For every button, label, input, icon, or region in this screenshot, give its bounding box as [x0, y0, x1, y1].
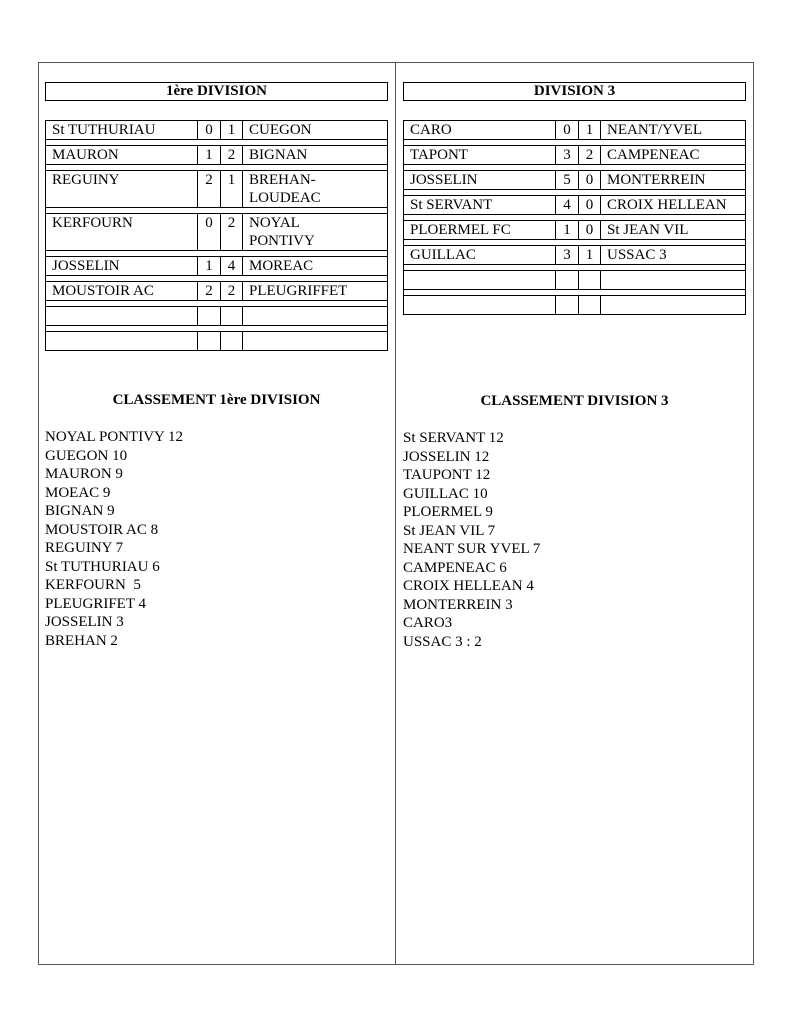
ranking-item: GUILLAC 10: [403, 485, 488, 502]
away-score: [221, 307, 243, 326]
match-row: [46, 171, 388, 208]
home-score: 1: [198, 146, 221, 165]
away-score: 4: [221, 257, 243, 276]
results-table: [403, 120, 746, 315]
home-team: JOSSELIN: [46, 257, 198, 276]
away-team: CAMPENEAC: [601, 146, 746, 165]
home-score: [556, 271, 579, 290]
ranking-item: NOYAL PONTIVY 12: [45, 429, 184, 445]
home-team: JOSSELIN: [404, 171, 556, 190]
away-team: BIGNAN: [243, 146, 388, 165]
away-team: [601, 296, 746, 315]
home-team: KERFOURN: [46, 214, 198, 251]
home-team: PLOERMEL FC: [404, 221, 556, 240]
away-team: [601, 271, 746, 290]
away-team: CUEGON: [243, 121, 388, 140]
home-score: 4: [556, 196, 579, 215]
away-score: 2: [221, 146, 243, 165]
home-team: TAPONT: [404, 146, 556, 165]
results-table: [45, 120, 388, 351]
ranking-item: BREHAN 2: [45, 632, 118, 649]
ranking-item: CROIX HELLEAN 4: [403, 578, 534, 594]
away-team: NOYAL PONTIVY: [243, 214, 388, 251]
home-score: [198, 307, 221, 326]
home-score: 5: [556, 171, 579, 190]
home-score: [556, 296, 579, 315]
away-team: BREHAN- LOUDEAC: [243, 171, 388, 208]
match-row: [404, 296, 746, 315]
away-team: USSAC 3: [601, 246, 746, 265]
match-row: [46, 214, 388, 251]
division-title: DIVISION 3: [403, 82, 746, 101]
away-score: 0: [579, 196, 601, 215]
ranking-item: MAURON 9: [45, 466, 123, 482]
away-team: MONTERREIN: [601, 171, 746, 190]
ranking-item: REGUINY 7: [45, 540, 124, 556]
home-score: 0: [198, 214, 221, 251]
ranking-title: CLASSEMENT 1ère DIVISION: [112, 392, 321, 408]
away-team: St JEAN VIL: [601, 221, 746, 240]
home-score: 1: [556, 221, 579, 240]
away-team: [243, 307, 388, 326]
away-team: PLEUGRIFFET: [243, 282, 388, 301]
home-score: 0: [556, 121, 579, 140]
away-score: 2: [221, 282, 243, 301]
match-row: [404, 246, 746, 265]
match-row: [404, 196, 746, 215]
ranking-item: MONTERREIN 3: [403, 596, 513, 613]
ranking-item: CAMPENEAC 6: [403, 559, 507, 576]
match-row: [46, 257, 388, 276]
home-score: 3: [556, 246, 579, 265]
match-row: [46, 307, 388, 326]
away-score: 1: [579, 246, 601, 265]
home-team: St TUTHURIAU: [46, 121, 198, 140]
ranking-item: MOUSTOIR AC 8: [45, 521, 159, 538]
home-score: 2: [198, 282, 221, 301]
home-team: GUILLAC: [404, 246, 556, 265]
match-row: [46, 282, 388, 301]
away-team: MOREAC: [243, 257, 388, 276]
away-score: 0: [579, 171, 601, 190]
match-row: [404, 271, 746, 290]
match-row: [46, 332, 388, 351]
ranking-item: JOSSELIN 12: [403, 448, 490, 465]
away-score: 2: [221, 214, 243, 251]
match-row: [404, 221, 746, 240]
match-row: [404, 146, 746, 165]
home-team: [46, 332, 198, 351]
away-score: [579, 271, 601, 290]
away-score: [579, 296, 601, 315]
ranking-item: PLEUGRIFET 4: [45, 595, 146, 612]
home-team: REGUINY: [46, 171, 198, 208]
ranking-item: GUEGON 10: [45, 447, 128, 464]
home-score: 1: [198, 257, 221, 276]
ranking-item: USSAC 3 : 2: [403, 633, 482, 650]
away-score: 0: [579, 221, 601, 240]
home-score: 0: [198, 121, 221, 140]
ranking-item: NEANT SUR YVEL 7: [403, 541, 541, 557]
ranking-item: St JEAN VIL 7: [403, 522, 496, 539]
home-team: [404, 271, 556, 290]
away-score: 2: [579, 146, 601, 165]
away-score: 1: [221, 121, 243, 140]
division-title: 1ère DIVISION: [45, 82, 388, 101]
home-score: 2: [198, 171, 221, 208]
home-team: [404, 296, 556, 315]
home-team: St SERVANT: [404, 196, 556, 215]
match-row: [404, 121, 746, 140]
away-team: NEANT/YVEL: [601, 121, 746, 140]
home-team: MOUSTOIR AC: [46, 282, 198, 301]
match-row: [46, 121, 388, 140]
away-score: 1: [221, 171, 243, 208]
column-divider: [395, 62, 396, 965]
home-team: CARO: [404, 121, 556, 140]
ranking-item: BIGNAN 9: [45, 503, 115, 519]
away-team: CROIX HELLEAN: [601, 196, 746, 215]
ranking-item: TAUPONT 12: [403, 467, 491, 483]
ranking-list: [403, 429, 540, 651]
away-score: [221, 332, 243, 351]
ranking-item: CARO3: [403, 615, 453, 631]
home-team: MAURON: [46, 146, 198, 165]
home-score: 3: [556, 146, 579, 165]
ranking-item: St TUTHURIAU 6: [45, 558, 160, 575]
ranking-item: MOEAC 9: [45, 484, 111, 501]
ranking-item: KERFOURN 5: [45, 577, 141, 593]
ranking-item: JOSSELIN 3: [45, 614, 124, 630]
away-score: 1: [579, 121, 601, 140]
ranking-title: CLASSEMENT DIVISION 3: [480, 393, 669, 409]
home-team: [46, 307, 198, 326]
match-row: [46, 146, 388, 165]
ranking-list: [45, 428, 183, 650]
away-team: [243, 332, 388, 351]
home-score: [198, 332, 221, 351]
ranking-item: St SERVANT 12: [403, 430, 504, 446]
match-row: [404, 171, 746, 190]
ranking-item: PLOERMEL 9: [403, 504, 493, 520]
